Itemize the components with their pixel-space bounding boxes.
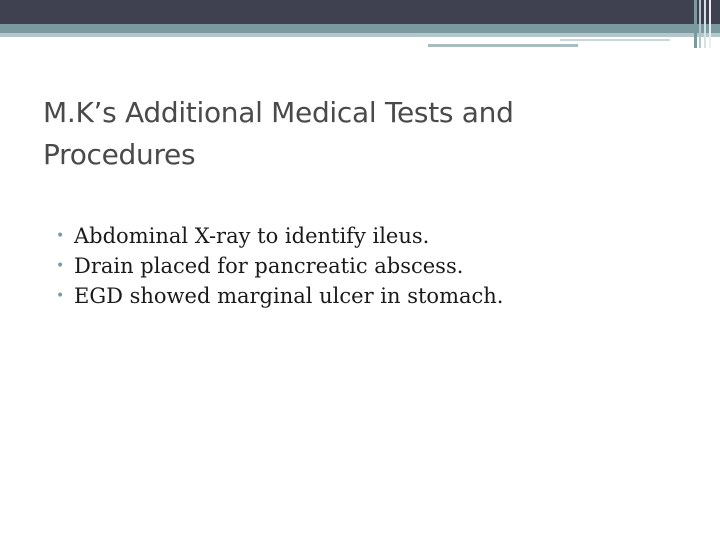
header-band-dark bbox=[0, 0, 720, 24]
header-decor-stripe bbox=[694, 0, 697, 48]
bullet-dot-icon: • bbox=[56, 288, 65, 304]
header-decor-stripe bbox=[704, 0, 706, 48]
slide-title: M.K’s Additional Medical Tests and Procedures bbox=[43, 96, 514, 171]
bullet-dot-icon: • bbox=[56, 258, 65, 274]
bullet-item bbox=[56, 221, 696, 251]
header-decor-stripe bbox=[699, 0, 701, 48]
bullet-text: Abdominal X-ray to identify ileus. bbox=[74, 224, 430, 248]
bullet-text: EGD showed marginal ulcer in stomach. bbox=[74, 284, 504, 308]
bullet-list bbox=[56, 221, 696, 311]
header-decor-stripe bbox=[709, 0, 711, 48]
bullet-item bbox=[56, 281, 696, 311]
bullet-text: Drain placed for pancreatic abscess. bbox=[74, 254, 464, 278]
header-decor-line-2 bbox=[560, 39, 670, 41]
bullet-dot-icon: • bbox=[56, 228, 65, 244]
header-band-light bbox=[0, 33, 720, 37]
header-band-accent bbox=[0, 24, 720, 33]
header-decor-line bbox=[428, 44, 578, 47]
bullet-item bbox=[56, 251, 696, 281]
